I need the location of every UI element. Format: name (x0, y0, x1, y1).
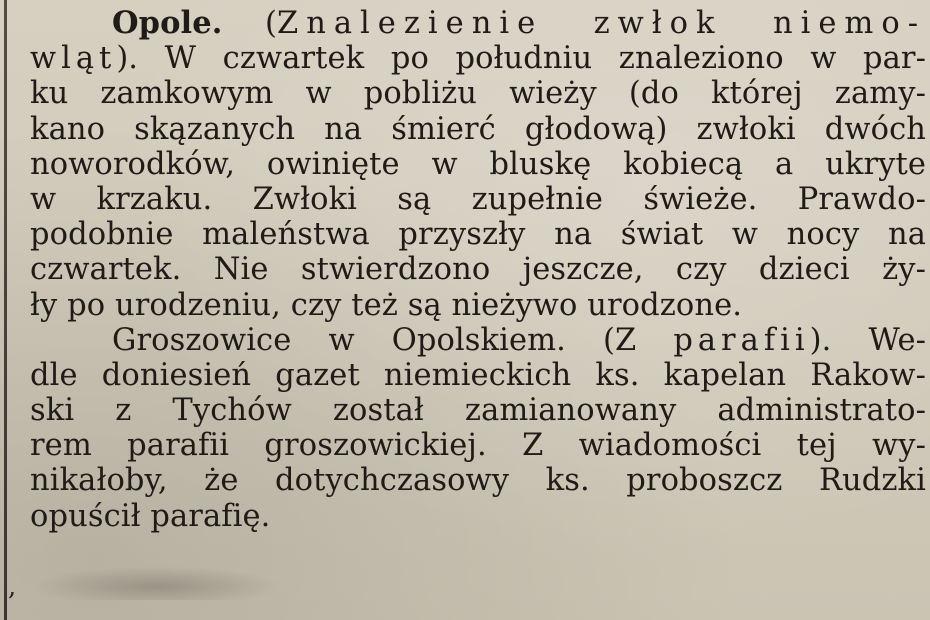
article-1-title-spaced-2: wląt (30, 41, 117, 77)
article-2-place: Groszowice w Opolskiem. (112, 322, 566, 358)
article-1-line-1: Opole. (Znalezienie zwłok niemo- (112, 6, 926, 41)
article-2-line-5: nikałoby, że dotychczasowy ks. proboszcz Rudzki (30, 463, 926, 499)
article-1-line-5: noworodków, owinięte w bluskę kobiecą a ukryte (30, 146, 926, 182)
article-1-line-9: ły po urodzeniu, czy też są nieżywo urodzone. (30, 287, 743, 323)
article-2-line-2: dle doniesień gazet niemieckich ks. kapelan Rakow- (30, 357, 926, 393)
article-2-line-4: rem parafii groszowickiej. Z wiadomości tej wy- (30, 428, 926, 464)
article-1-line-2: wląt). W czwartek po południu znaleziono w par- (30, 41, 926, 77)
article-2-line-6: opuścił parafię. (30, 498, 271, 534)
article-column (30, 6, 926, 534)
article-1-place: Opole. (112, 6, 223, 41)
column-rule (4, 0, 7, 620)
margin-mark: , (8, 572, 17, 602)
ink-smudge (32, 566, 282, 600)
article-2-line-1: Groszowice w Opolskiem. (Z parafii). We- (112, 322, 926, 358)
article-2-title-spaced: parafii (673, 322, 810, 358)
article-1-line-4: kano skązanych na śmierć głodową) zwłoki dwóch (30, 111, 926, 147)
article-1-title-spaced: Znalezienie zwłok niemo- (277, 6, 926, 41)
article-1-line-8: czwartek. Nie stwierdzono jeszcze, czy dzieci ży- (30, 252, 926, 288)
article-1-line-6: w krzaku. Zwłoki są zupełnie świeże. Prawdo- (30, 181, 926, 217)
article-2-line-3: ski z Tychów został zamianowany administrato- (30, 393, 926, 429)
article-1-line-3: ku zamkowym w pobliżu wieży (do której zamy- (30, 76, 926, 112)
article-1-line-7: podobnie maleństwa przyszły na świat w nocy na (30, 217, 926, 253)
